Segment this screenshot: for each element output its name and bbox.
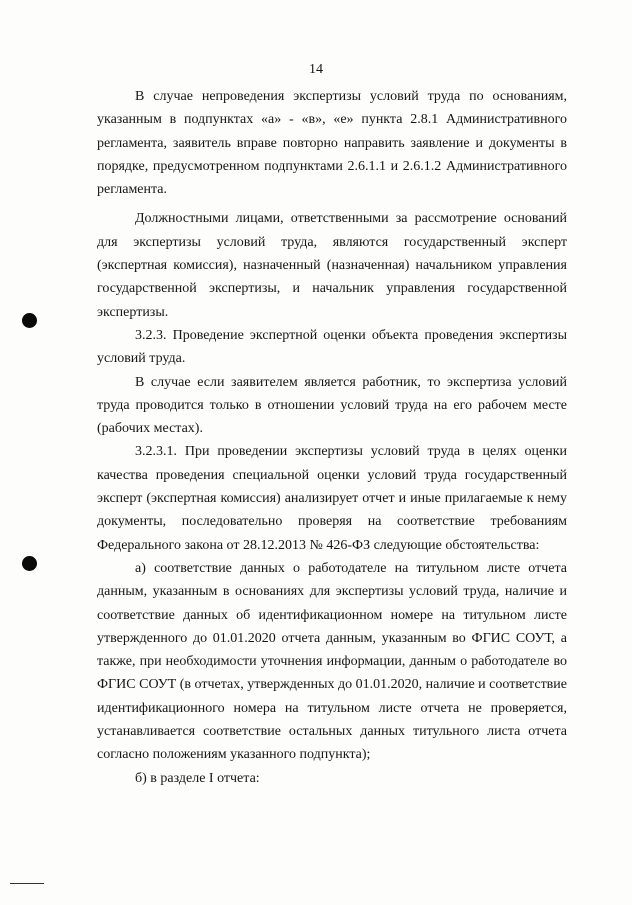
list-item: а) соответствие данных о работодателе на титульном листе отчета данным, указанным в основаниях для экспертизы условий труда, наличие и соответствие данных об идентификационном номере на титульном листе утвержденного до 01.01.2020 отчета данным, указанным во ФГИС СОУТ, а также, при необходимости уточнения информации, данным о работодателе во ФГИС СОУТ (в отчетах, утвержденных до 01.01.2020, наличие и соответствие идентификационного номера на титульном листе отчета не проверяется, устанавливается соответствие остальных данных титульного листа отчета согласно положениям указанного подпункта);	[97, 560, 567, 763]
punch-hole-mark	[22, 313, 37, 328]
paragraph: 3.2.3.1. При проведении экспертизы условий труда в целях оценки качества проведения специальной оценки условий труда государственный эксперт (экспертная комиссия) анализирует отчет и иные прилагаемые к нему документы, последовательно проверяя на соответствие требованиям Федерального закона от 28.12.2013 № 426-ФЗ следующие обстоятельства:	[97, 444, 567, 553]
document-body	[97, 85, 567, 790]
punch-hole-mark	[22, 556, 37, 571]
section-heading: 3.2.3. Проведение экспертной оценки объекта проведения экспертизы условий труда.	[97, 327, 567, 367]
list-item: б) в разделе I отчета:	[135, 770, 260, 786]
paragraph: В случае непроведения экспертизы условий труда по основаниям, указанным в подпунктах «а» - «в», «е» пункта 2.8.1 Административного регламента, заявитель вправе повторно направить заявление и документы в порядке, предусмотренном подпунктами 2.6.1.1 и 2.6.1.2 Административного регламента.	[97, 89, 567, 198]
scan-edge-mark	[10, 883, 44, 884]
page-number: 14	[309, 62, 323, 77]
paragraph: Должностными лицами, ответственными за рассмотрение оснований для экспертизы условий труда, являются государственный эксперт (экспертная комиссия), назначенный (назначенная) начальником управления государственной экспертизы, и начальник управления государственной экспертизы.	[97, 211, 567, 320]
paragraph: В случае если заявителем является работник, то экспертиза условий труда проводится только в отношении условий труда на его рабочем месте (рабочих местах).	[97, 374, 567, 437]
